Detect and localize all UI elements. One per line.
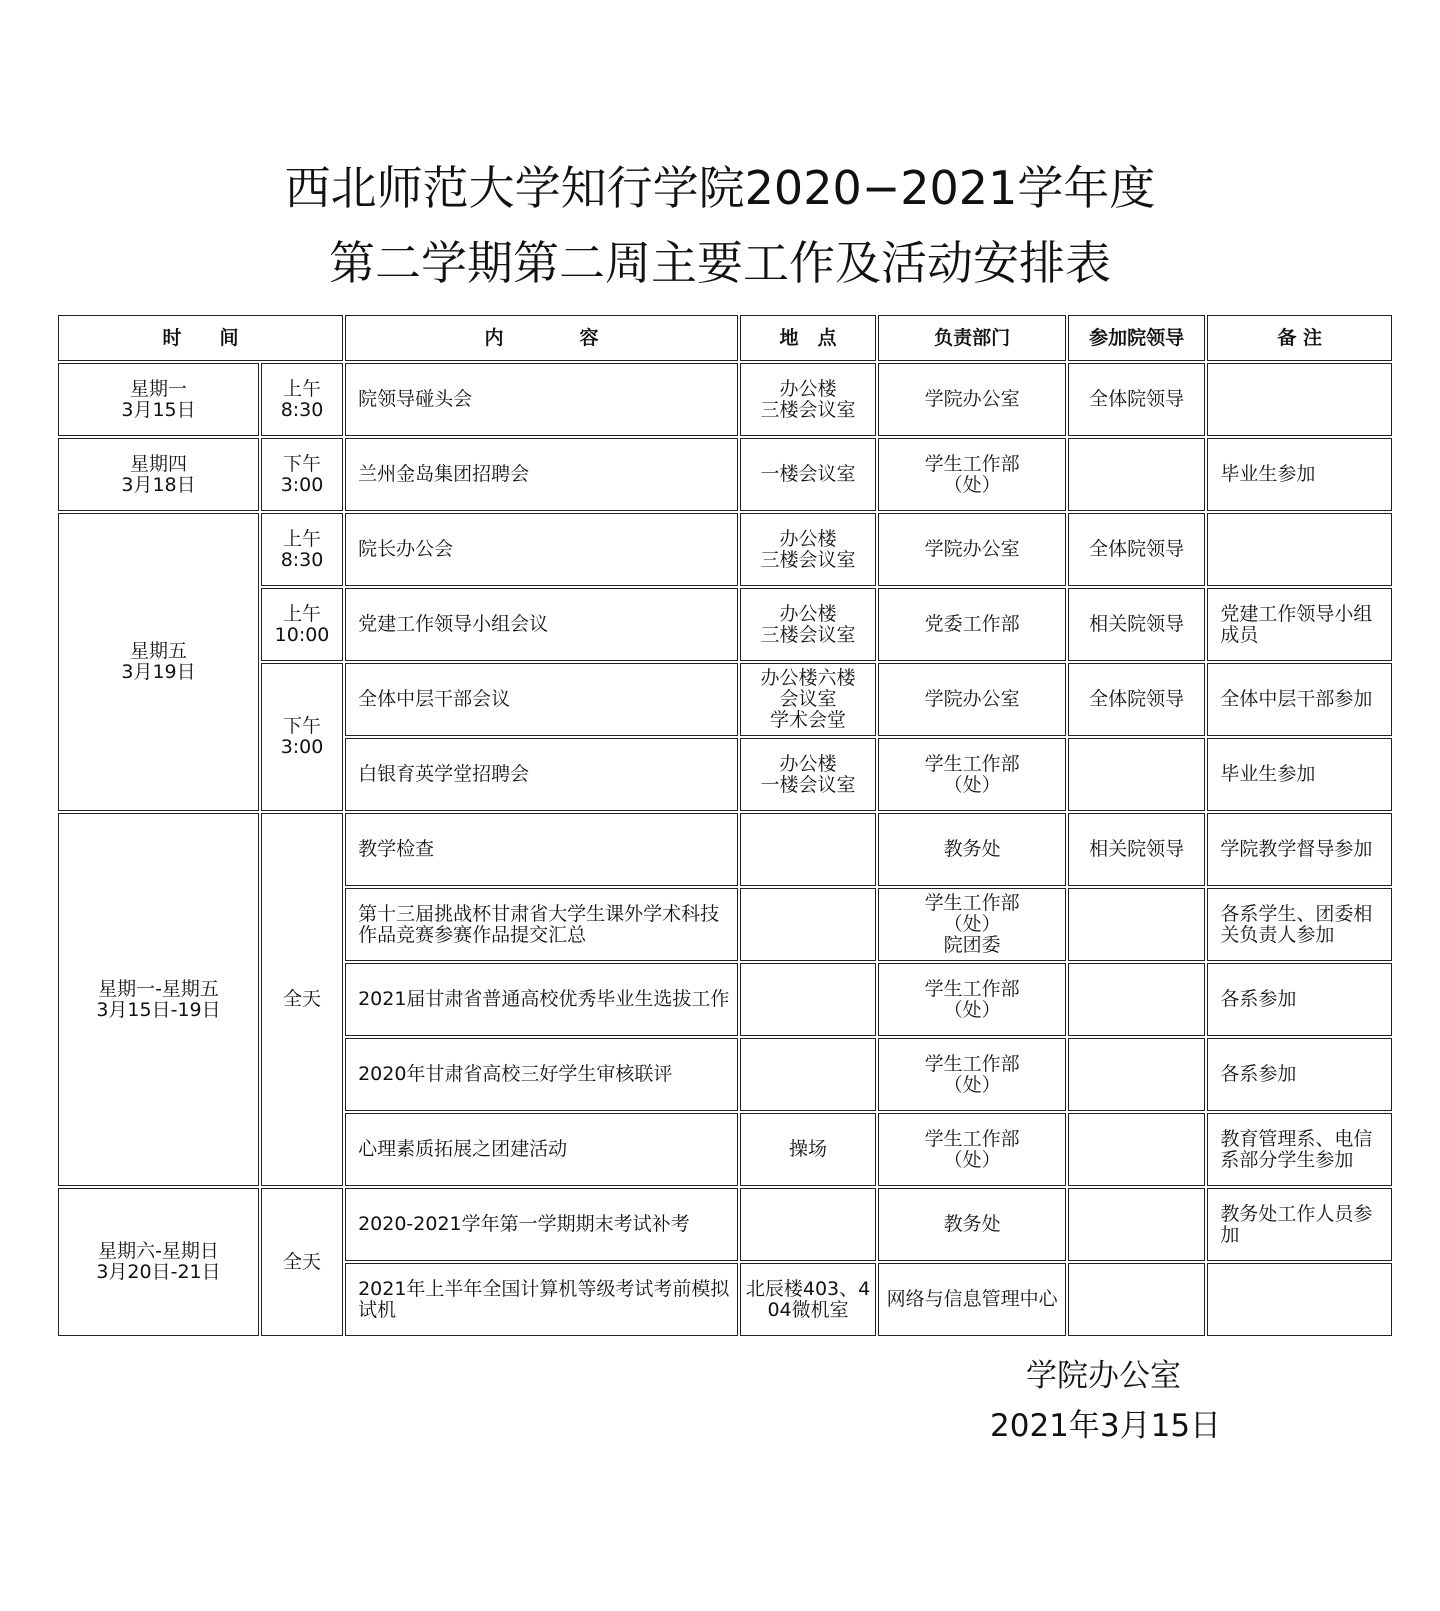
- note-cell: 各系参加: [1207, 1038, 1392, 1111]
- department-cell: 教务处: [878, 1188, 1066, 1261]
- day-cell: 星期一-星期五 3月15日-19日: [58, 813, 259, 1186]
- department-cell: 学生工作部 （处）: [878, 738, 1066, 811]
- day-cell: 星期五 3月19日: [58, 513, 259, 811]
- content-cell: 第十三届挑战杯甘肃省大学生课外学术科技作品竞赛参赛作品提交汇总: [345, 888, 738, 961]
- table-row: [58, 813, 1392, 886]
- department-cell: 学院办公室: [878, 513, 1066, 586]
- slot-cell: 上午 10:00: [261, 588, 343, 661]
- department-cell: 学生工作部 （处）: [878, 963, 1066, 1036]
- location-cell: [740, 1188, 876, 1261]
- location-cell: 办公楼 一楼会议室: [740, 738, 876, 811]
- content-cell: 2021届甘肃省普通高校优秀毕业生选拔工作: [345, 963, 738, 1036]
- note-cell: [1207, 1263, 1392, 1336]
- leaders-cell: [1068, 1113, 1205, 1186]
- leaders-cell: 相关院领导: [1068, 588, 1205, 661]
- leaders-cell: [1068, 438, 1205, 511]
- day-cell: 星期四 3月18日: [58, 438, 259, 511]
- location-cell: 办公楼 三楼会议室: [740, 588, 876, 661]
- leaders-cell: [1068, 1263, 1205, 1336]
- page-title-line-2: 第二学期第二周主要工作及活动安排表: [329, 236, 1111, 290]
- leaders-cell: [1068, 888, 1205, 961]
- department-cell: 学生工作部 （处）: [878, 438, 1066, 511]
- table-row: [58, 363, 1392, 436]
- department-cell: 学院办公室: [878, 363, 1066, 436]
- note-cell: 党建工作领导小组成员: [1207, 588, 1392, 661]
- slot-cell: 下午 3:00: [261, 438, 343, 511]
- issuing-office: 学院办公室: [1026, 1358, 1181, 1394]
- content-cell: 心理素质拓展之团建活动: [345, 1113, 738, 1186]
- content-cell: 2021年上半年全国计算机等级考试考前模拟试机: [345, 1263, 738, 1336]
- note-cell: 毕业生参加: [1207, 738, 1392, 811]
- leaders-cell: [1068, 1038, 1205, 1111]
- header-content: 内 容: [345, 315, 738, 361]
- slot-cell: 下午 3:00: [261, 663, 343, 811]
- content-cell: 全体中层干部会议: [345, 663, 738, 736]
- location-cell: [740, 1038, 876, 1111]
- department-cell: 学生工作部 （处）: [878, 1038, 1066, 1111]
- note-cell: 毕业生参加: [1207, 438, 1392, 511]
- header-time: 时 间: [58, 315, 343, 361]
- header-note: 备 注: [1207, 315, 1392, 361]
- note-cell: 教育管理系、电信系部分学生参加: [1207, 1113, 1392, 1186]
- location-cell: 办公楼 三楼会议室: [740, 363, 876, 436]
- content-cell: 党建工作领导小组会议: [345, 588, 738, 661]
- content-cell: 白银育英学堂招聘会: [345, 738, 738, 811]
- slot-cell: 上午 8:30: [261, 363, 343, 436]
- slot-cell: 上午 8:30: [261, 513, 343, 586]
- location-cell: [740, 963, 876, 1036]
- leaders-cell: 全体院领导: [1068, 513, 1205, 586]
- location-cell: 操场: [740, 1113, 876, 1186]
- location-cell: [740, 813, 876, 886]
- content-cell: 2020-2021学年第一学期期末考试补考: [345, 1188, 738, 1261]
- leaders-cell: [1068, 1188, 1205, 1261]
- content-cell: 2020年甘肃省高校三好学生审核联评: [345, 1038, 738, 1111]
- header-leaders: 参加院领导: [1068, 315, 1205, 361]
- department-cell: 学生工作部 （处） 院团委: [878, 888, 1066, 961]
- content-cell: 教学检查: [345, 813, 738, 886]
- note-cell: 全体中层干部参加: [1207, 663, 1392, 736]
- content-cell: 院长办公会: [345, 513, 738, 586]
- location-cell: 办公楼 三楼会议室: [740, 513, 876, 586]
- department-cell: 学院办公室: [878, 663, 1066, 736]
- location-cell: [740, 888, 876, 961]
- note-cell: 各系学生、团委相关负责人参加: [1207, 888, 1392, 961]
- day-cell: 星期六-星期日 3月20日-21日: [58, 1188, 259, 1336]
- table-row: [58, 1188, 1392, 1261]
- leaders-cell: 全体院领导: [1068, 663, 1205, 736]
- leaders-cell: 全体院领导: [1068, 363, 1205, 436]
- schedule-table: [56, 313, 1394, 1338]
- table-row: [58, 438, 1392, 511]
- note-cell: 教务处工作人员参加: [1207, 1188, 1392, 1261]
- location-cell: 一楼会议室: [740, 438, 876, 511]
- note-cell: 各系参加: [1207, 963, 1392, 1036]
- page-title-line-1: 西北师范大学知行学院2020−2021学年度: [284, 161, 1156, 215]
- day-cell: 星期一 3月15日: [58, 363, 259, 436]
- leaders-cell: 相关院领导: [1068, 813, 1205, 886]
- leaders-cell: [1068, 738, 1205, 811]
- header-location: 地 点: [740, 315, 876, 361]
- issue-date: 2021年3月15日: [990, 1408, 1222, 1444]
- location-cell: 办公楼六楼 会议室 学术会堂: [740, 663, 876, 736]
- note-cell: 学院教学督导参加: [1207, 813, 1392, 886]
- department-cell: 党委工作部: [878, 588, 1066, 661]
- location-cell: 北辰楼403、404微机室: [740, 1263, 876, 1336]
- note-cell: [1207, 363, 1392, 436]
- content-cell: 兰州金岛集团招聘会: [345, 438, 738, 511]
- department-cell: 学生工作部 （处）: [878, 1113, 1066, 1186]
- table-row: [58, 513, 1392, 586]
- content-cell: 院领导碰头会: [345, 363, 738, 436]
- slot-cell: 全天: [261, 813, 343, 1186]
- header-department: 负责部门: [878, 315, 1066, 361]
- department-cell: 教务处: [878, 813, 1066, 886]
- table-header-row: [58, 315, 1392, 361]
- note-cell: [1207, 513, 1392, 586]
- leaders-cell: [1068, 963, 1205, 1036]
- department-cell: 网络与信息管理中心: [878, 1263, 1066, 1336]
- slot-cell: 全天: [261, 1188, 343, 1336]
